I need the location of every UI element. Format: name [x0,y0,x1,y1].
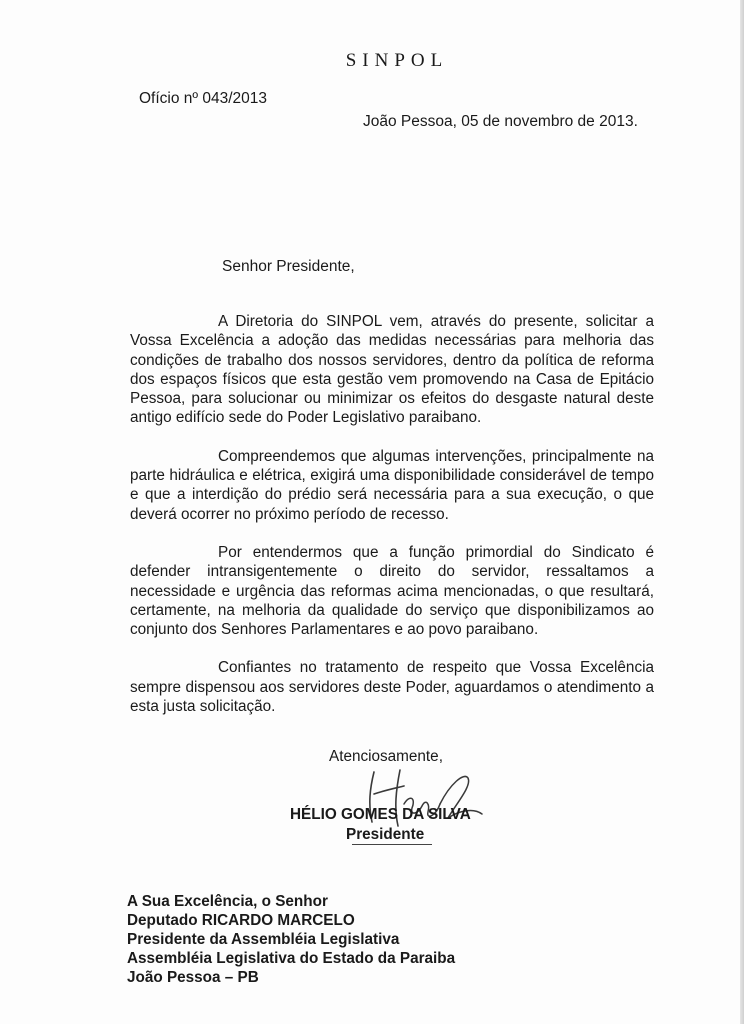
addressee-line: Presidente da Assembléia Legislativa [127,931,400,948]
document-reference: Ofício nº 043/2013 [139,90,268,107]
addressee-block [127,892,455,987]
signer-title: Presidente [346,826,425,843]
signature-underline [352,844,432,845]
body-paragraph: Confiantes no tratamento de respeito que Vossa Excelência sempre dispensou aos servidores deste Poder, aguardamos o atendimento a esta justa solicitação. [130,659,654,716]
salutation: Senhor Presidente, [222,258,355,275]
body-paragraph: Compreendemos que algumas intervenções, principalmente na parte hidráulica e elétrica, exigirá uma disponibilidade considerável de tempo e que a interdição do prédio será necessária para a sua execução, o que deverá ocorrer no próximo período de recesso. [130,447,654,523]
date-line: João Pessoa, 05 de novembro de 2013. [363,113,638,130]
addressee-line: A Sua Excelência, o Senhor [127,893,328,910]
signer-name: HÉLIO GOMES DA SILVA [290,806,471,823]
addressee-line: Assembléia Legislativa do Estado da Paraiba [127,950,456,967]
addressee-line: Deputado RICARDO MARCELO [127,912,355,929]
body-paragraph: A Diretoria do SINPOL vem, através do presente, solicitar a Vossa Excelência a adoção das medidas necessárias para melhoria das condições de trabalho dos nossos servidores, dentro da política de reforma dos espaços físicos que esta gestão vem promovendo na Casa de Epitácio Pessoa, para solucionar ou minimizar os efeitos do desgaste natural deste antigo edifício sede do Poder Legislativo paraibano. [130,313,654,427]
organization-header: SINPOL [345,50,449,71]
scan-edge [740,0,744,1024]
addressee-line: João Pessoa – PB [127,969,259,986]
body-paragraph: Por entendermos que a função primordial do Sindicato é defender intransigentemente o direito do servidor, ressaltamos a necessidade e urgência das reformas acima mencionadas, o que resultará, certamente, na melhoria da qualidade do serviço que disponibilizamos ao conjunto dos Senhores Parlamentares e ao povo paraibano. [130,543,654,639]
letter-body [130,312,654,735]
closing-phrase: Atenciosamente, [329,748,443,765]
